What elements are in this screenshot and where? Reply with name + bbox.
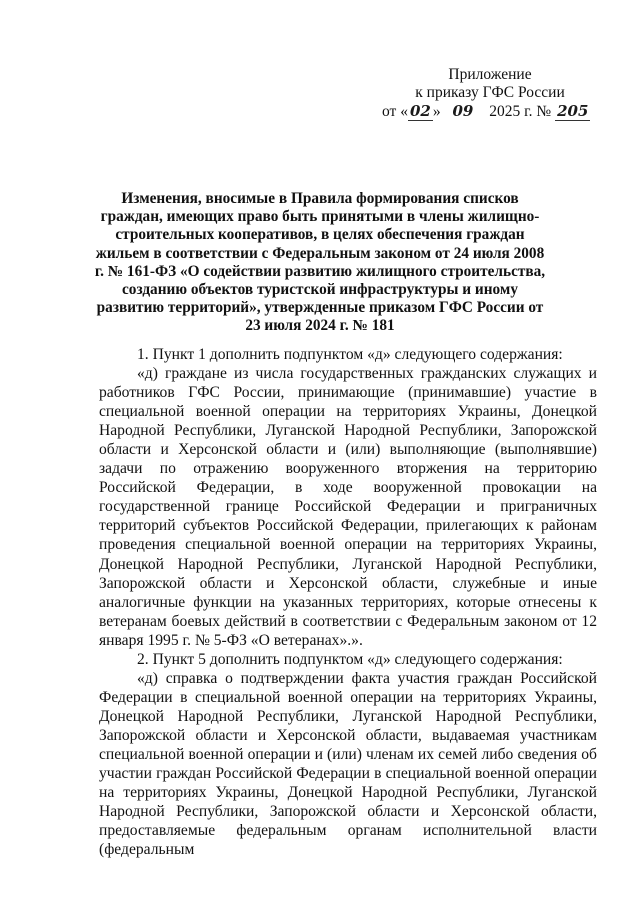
handwritten-day: 02	[409, 102, 431, 120]
document-title: Изменения, вносимые в Правила формирования списков граждан, имеющих право быть принятыми в члены жилищно-строительных кооперативов, в целях обеспечения граждан жильем в соответствии с Федеральным законом от 24 июля 2008 г. № 161-ФЗ «О содействии развитию жилищного строительства, созданию объектов туристской инфраструктуры и иному развитию территорий», утвержденные приказом ГФС России от 23 июля 2024 г. № 181	[94, 190, 546, 335]
year-text: 2025 г. №	[489, 103, 552, 120]
appendix-line-2: к приказу ГФС России	[415, 84, 565, 101]
paragraph-4: «д) справка о подтверждении факта участия граждан Российской Федерации в специальной военной операции на территориях Украины, Донецкой Народной Республики, Луганской Народной Республики, Запорожской области и Херсонской области, выдаваемая участникам специальной военной операции и (или) членам их семей либо сведения об участии граждан Российской Федерации в специальной военной операции на территориях Украины, Донецкой Народной Республики, Луганской Народной Республики, Запорожской области и Херсонской области, предоставляемые федеральным органам исполнительной власти (федеральным	[99, 669, 597, 859]
paragraph-3: 2. Пункт 5 дополнить подпунктом «д» следующего содержания:	[137, 650, 563, 668]
appendix-header	[380, 66, 600, 121]
handwritten-number: 205	[557, 102, 589, 120]
document-body	[99, 345, 597, 859]
handwritten-month: 09	[452, 102, 474, 120]
paragraph-2: «д) граждане из числа государственных гражданских служащих и работников ГФС России, принимающие (принимавшие) участие в специальной военной операции на территориях Украины, Донецкой Народной Республики, Луганской Народной Республики, Запорожской области и Херсонской области и (или) выполняющие (выполнявшие) задачи по отражению вооруженного вторжения на территорию Российской Федерации, в ходе вооруженной провокации на государственной границе Российской Федерации и приграничных территорий субъектов Российской Федерации, прилегающих к районам проведения специальной военной операции на территориях Украины, Донецкой Народной Республики, Луганской Народной Республики, Запорожской области и Херсонской области, служебные и иные аналогичные функции на указанных территориях, которые отнесены к ветеранам боевых действий в соответствии с Федеральным законом от 12 января 1995 г. № 5-ФЗ «О ветеранах».».	[99, 365, 597, 649]
appendix-date-line	[382, 102, 602, 121]
date-mid: »	[432, 103, 441, 120]
paragraph-1: 1. Пункт 1 дополнить подпунктом «д» следующего содержания:	[137, 346, 563, 363]
appendix-line-1: Приложение	[448, 66, 532, 83]
date-prefix: от «	[382, 103, 408, 120]
